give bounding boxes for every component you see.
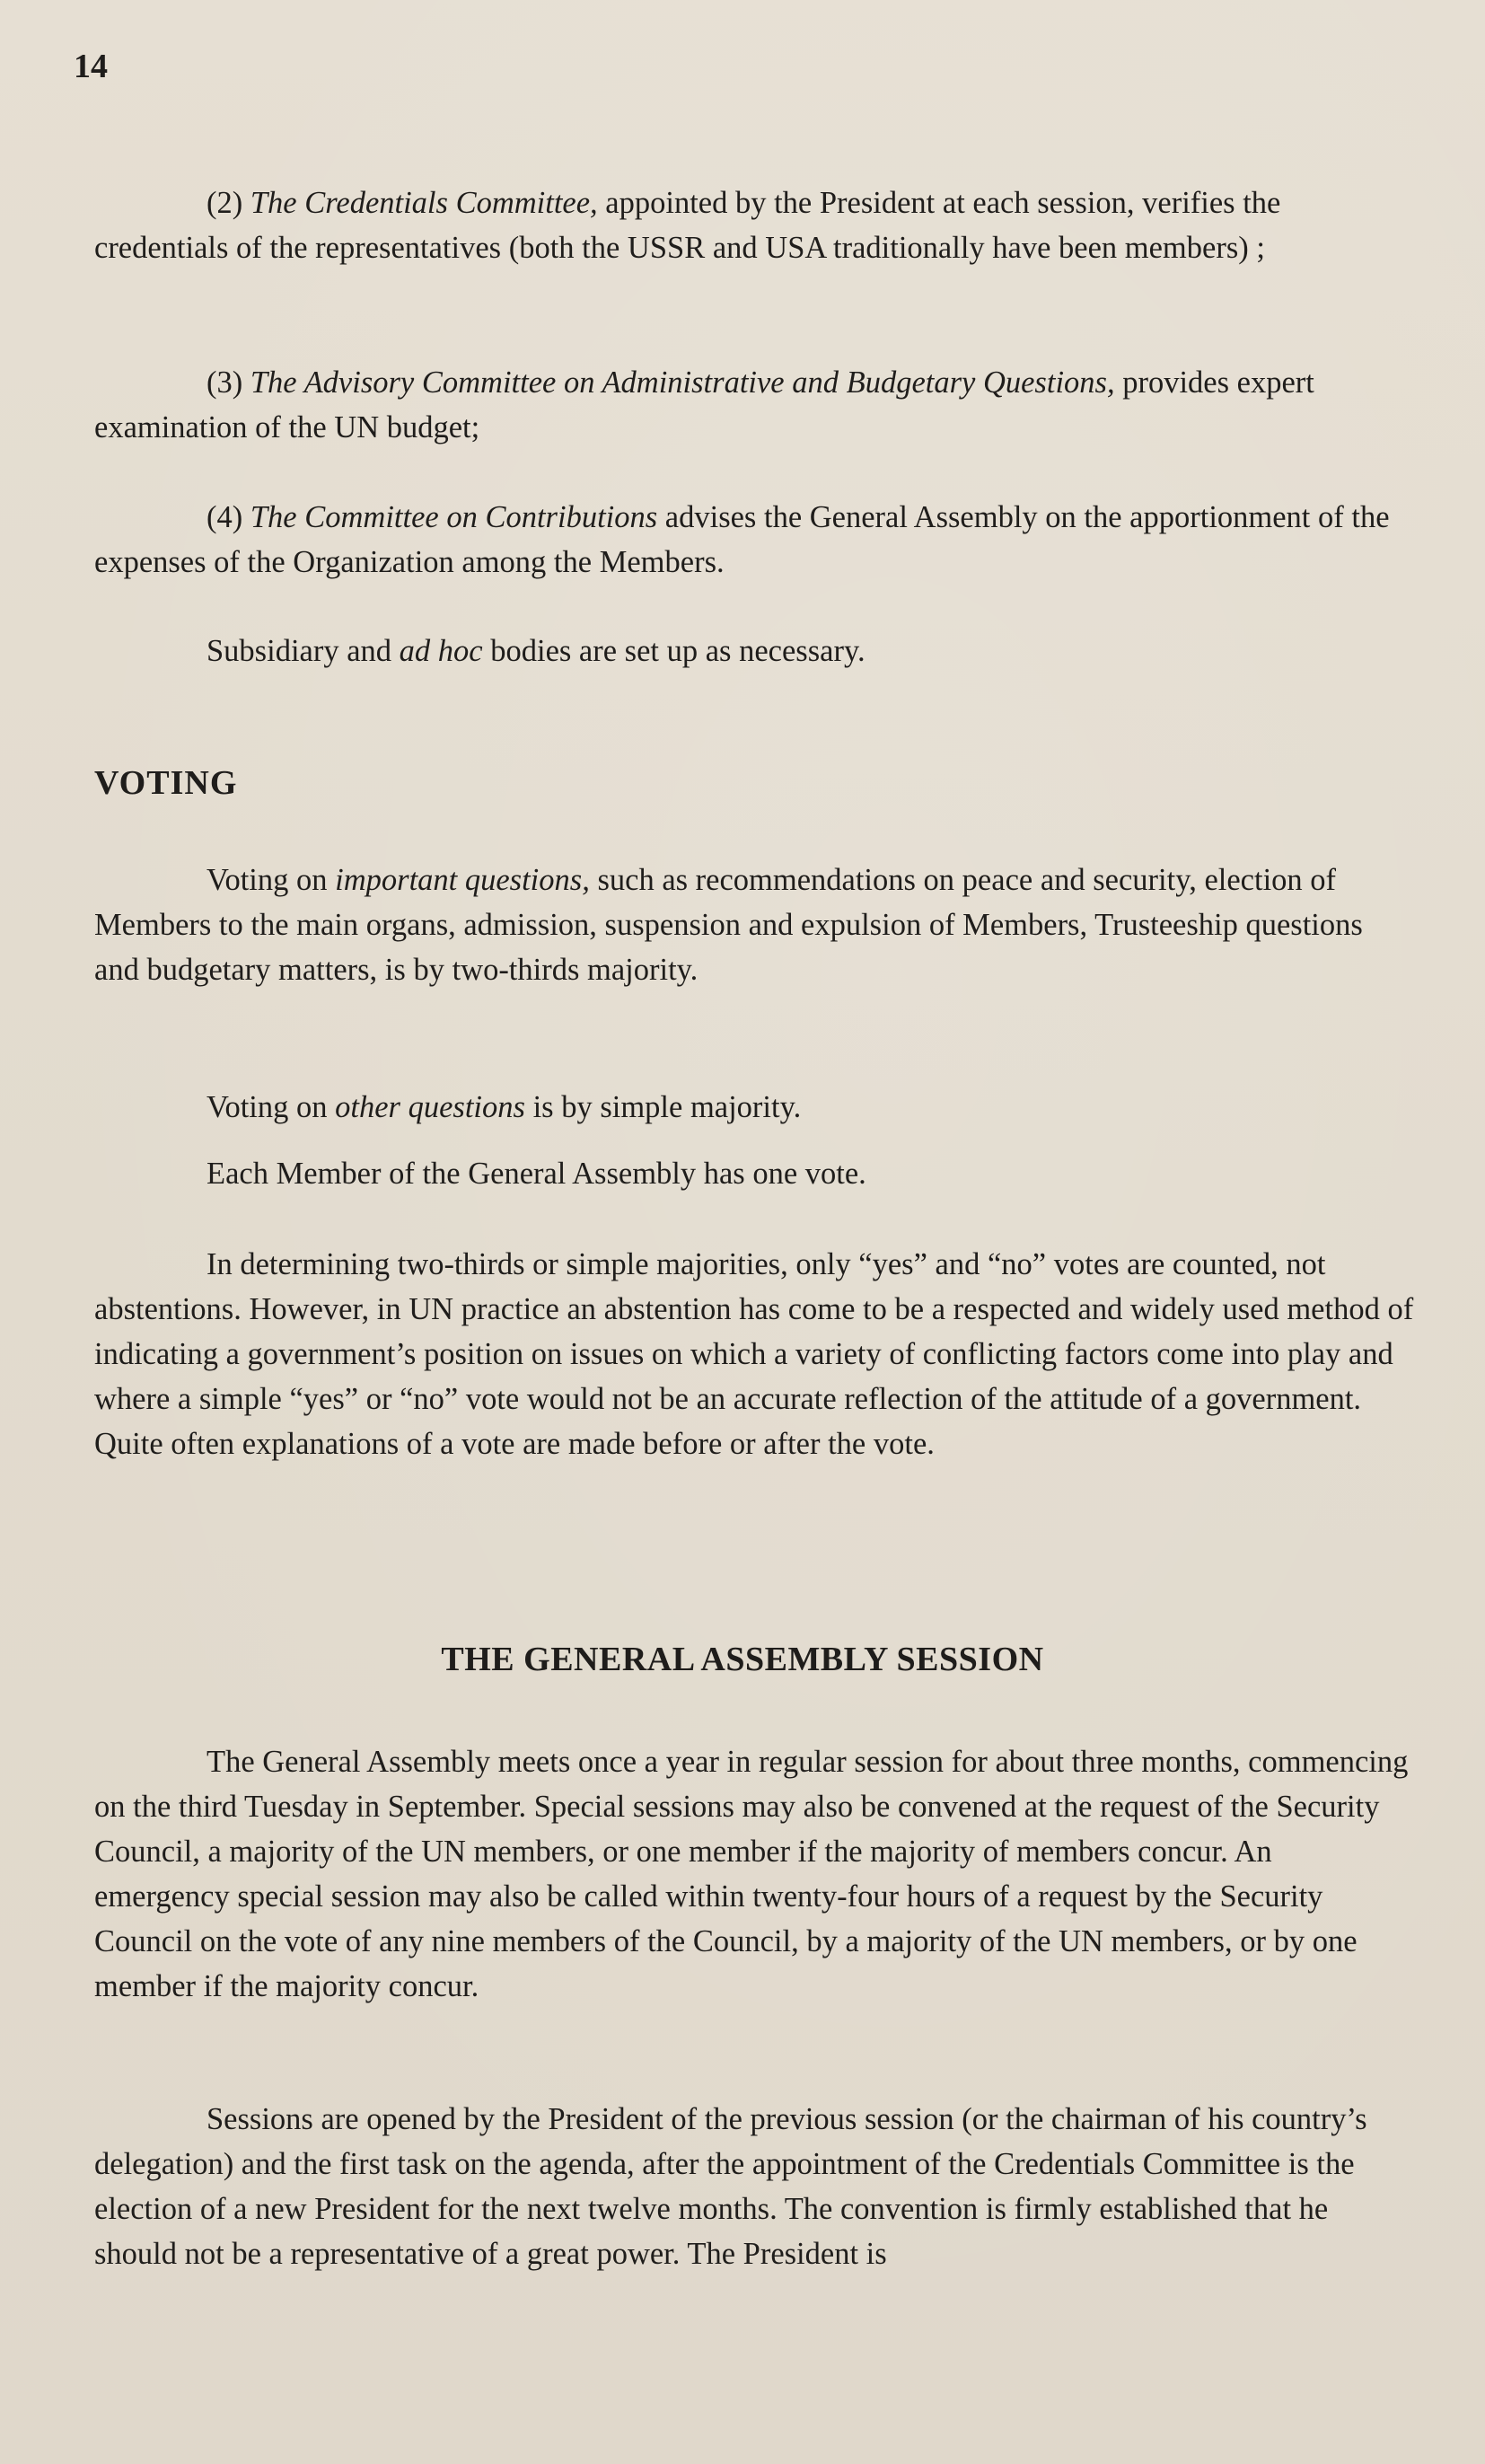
credentials-committee-paragraph bbox=[94, 180, 1414, 270]
contributions-committee-paragraph bbox=[94, 495, 1414, 585]
one-vote-paragraph: Each Member of the General Assembly has one vote. bbox=[206, 1157, 866, 1191]
committee-description: appointed by the President at each session, verifies the credentials of the representatives (both the USSR and USA traditionally have been members) ; bbox=[94, 186, 1281, 265]
item-number: (2) bbox=[206, 186, 243, 220]
committee-name: The Committee on Contributions bbox=[250, 500, 658, 534]
item-number: (3) bbox=[206, 365, 243, 400]
other-questions-paragraph: Voting on other questions is by simple majority. bbox=[206, 1090, 802, 1124]
committee-name: The Credentials Committee, bbox=[250, 186, 598, 220]
committee-name: The Advisory Committee on Administrative and Budgetary Questions, bbox=[250, 365, 1115, 400]
item-number: (4) bbox=[206, 500, 243, 534]
subsidiary-bodies-paragraph: Subsidiary and ad hoc bodies are set up as necessary. bbox=[206, 634, 866, 668]
committee-description: provides expert examination of the UN budget; bbox=[94, 365, 1314, 444]
important-questions-paragraph: Voting on important questions, such as recommendations on peace and security, election of Members to the main organs, admission, suspension and expulsion of Members, Trusteeship questions and budgetary matters, is by two-thirds majority. bbox=[94, 863, 1363, 987]
advisory-committee-paragraph bbox=[94, 360, 1414, 450]
page-number: 14 bbox=[74, 48, 108, 85]
session-meets-paragraph: The General Assembly meets once a year in regular session for about three months, commencing on the third Tuesday in September. Special sessions may also be convened at the request of the Security Council, a majority of the UN members, or one member if the majority of members concur. An emergency special session may also be called within twenty-four hours of a request by the Security Council on the vote of any nine members of the Council, by a majority of the UN members, or by one member if the majority concur. bbox=[94, 1745, 1409, 2003]
session-opened-paragraph: Sessions are opened by the President of the previous session (or the chairman of his country’s delegation) and the first task on the agenda, after the appointment of the Credentials Committee is the election of a new President for the next twelve months. The convention is firmly established that he should not be a representative of a great power. The President is bbox=[94, 2102, 1367, 2271]
voting-heading: VOTING bbox=[94, 764, 238, 802]
committee-description: advises the General Assembly on the apportionment of the expenses of the Organization among the Members. bbox=[94, 500, 1390, 579]
majorities-paragraph: In determining two-thirds or simple majorities, only “yes” and “no” votes are counted, not abstentions. However, in UN practice an abstention has come to be a respected and widely used method of indicating a government’s position on issues on which a variety of conflicting factors come into play and where a simple “yes” or “no” vote would not be an accurate reflection of the attitude of a government. Quite often explanations of a vote are made before or after the vote. bbox=[94, 1247, 1414, 1461]
session-heading: THE GENERAL ASSEMBLY SESSION bbox=[441, 1641, 1044, 1678]
